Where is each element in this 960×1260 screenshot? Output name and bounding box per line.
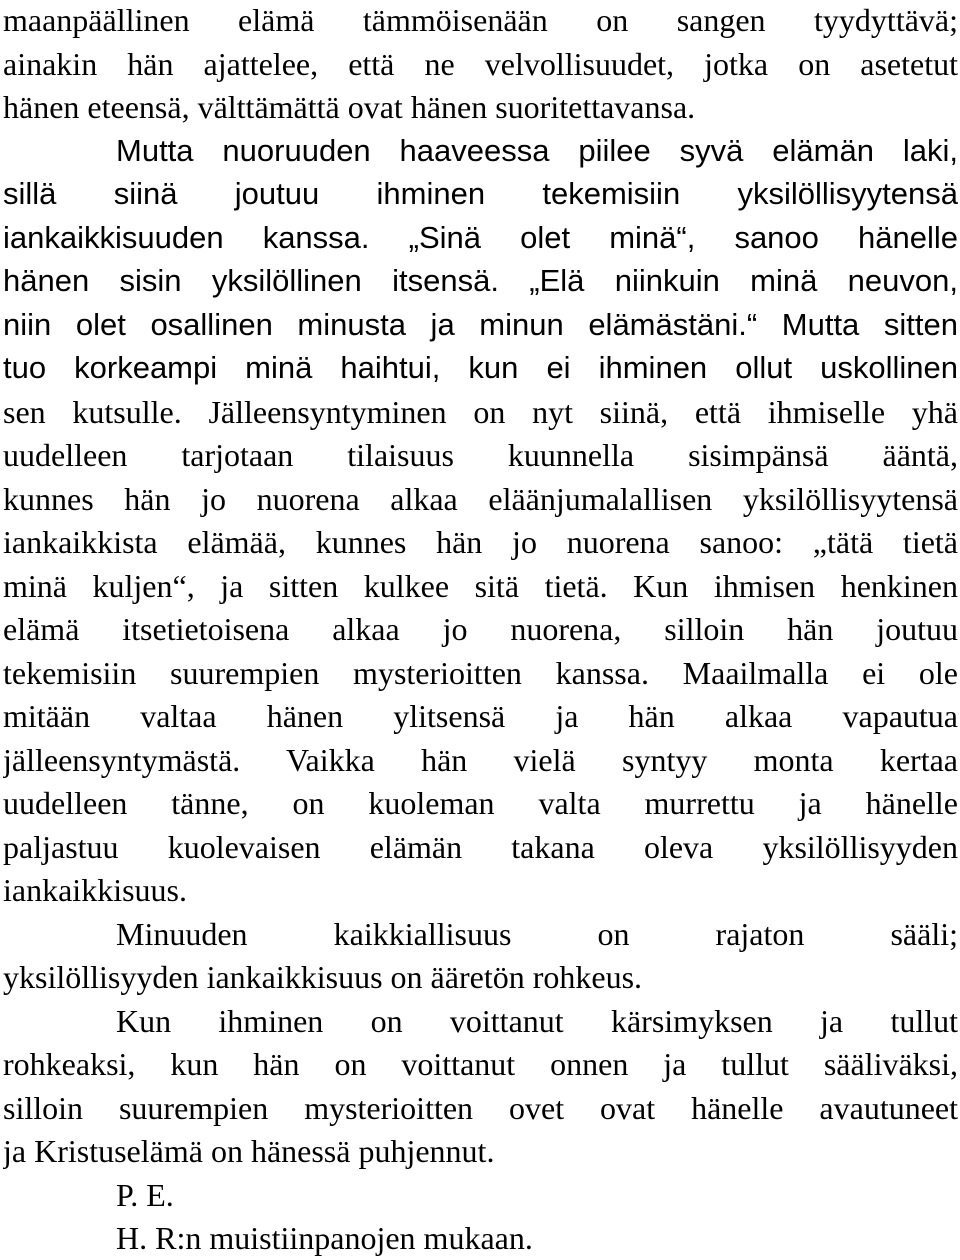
text-line: rohkeaksi, kun hän on voittanut onnen ja tullut sääliväksi, — [3, 1046, 958, 1082]
text-line: kunnes hän jo nuorena alkaa eläänjumalallisen yksilöllisyytensä — [3, 481, 958, 517]
text-line: iankaikkista elämää, kunnes hän jo nuorena sanoo: „tätä tietä — [3, 524, 958, 560]
text-line: hänen eteensä, välttämättä ovat hänen suoritettavansa. — [3, 89, 696, 125]
text-line: maanpäällinen elämä tämmöisenään on sangen tyydyttävä; — [3, 2, 958, 38]
text-line: Minuuden kaikkiallisuus on rajaton sääli; — [116, 916, 958, 952]
text-line: iankaikkisuus. — [3, 872, 187, 908]
text-line: mitään valtaa hänen ylitsensä ja hän alkaa vapautua — [3, 698, 958, 734]
text-line: elämä itsetietoisena alkaa jo nuorena, silloin hän joutuu — [3, 611, 958, 647]
text-line: uudelleen tarjotaan tilaisuus kuunnella sisimpänsä ääntä, — [3, 437, 958, 473]
text-line: paljastuu kuolevaisen elämän takana oleva yksilöllisyyden — [3, 829, 958, 865]
text-line: iankaikkisuuden kanssa. „Sinä olet minä“, sanoo hänelle — [3, 220, 958, 255]
text-line: niin olet osallinen minusta ja minun elämästäni.“ Mutta sitten — [3, 307, 958, 342]
text-line: hänen sisin yksilöllinen itsensä. „Elä niinkuin minä neuvon, — [3, 263, 958, 298]
text-line: ja Kristuselämä on hänessä puhjennut. — [3, 1133, 495, 1169]
text-line: minä kuljen“, ja sitten kulkee sitä tietä. Kun ihmisen henkinen — [3, 568, 958, 604]
text-line: yksilöllisyyden iankaikkisuus on ääretön rohkeus. — [3, 959, 643, 995]
text-line: ainakin hän ajattelee, että ne velvollisuudet, jotka on asetetut — [3, 46, 958, 82]
text-line: tuo korkeampi minä haihtui, kun ei ihminen ollut uskollinen — [3, 350, 958, 385]
source-note: H. R:n muistiinpanojen mukaan. — [116, 1220, 533, 1256]
text-line: uudelleen tänne, on kuoleman valta murrettu ja hänelle — [3, 785, 958, 821]
text-line: sen kutsulle. Jälleensyntyminen on nyt siinä, että ihmiselle yhä — [3, 394, 958, 430]
text-line: sillä siinä joutuu ihminen tekemisiin yksilöllisyytensä — [3, 176, 958, 211]
text-line: jälleensyntymästä. Vaikka hän vielä syntyy monta kertaa — [3, 742, 958, 778]
text-line: silloin suurempien mysterioitten ovet ovat hänelle avautuneet — [3, 1090, 958, 1126]
text-line: tekemisiin suurempien mysterioitten kanssa. Maailmalla ei ole — [3, 655, 958, 691]
text-line: Kun ihminen on voittanut kärsimyksen ja tullut — [116, 1003, 958, 1039]
text-line: Mutta nuoruuden haaveessa piilee syvä elämän laki, — [116, 133, 958, 168]
signature-initials: P. E. — [116, 1177, 174, 1213]
